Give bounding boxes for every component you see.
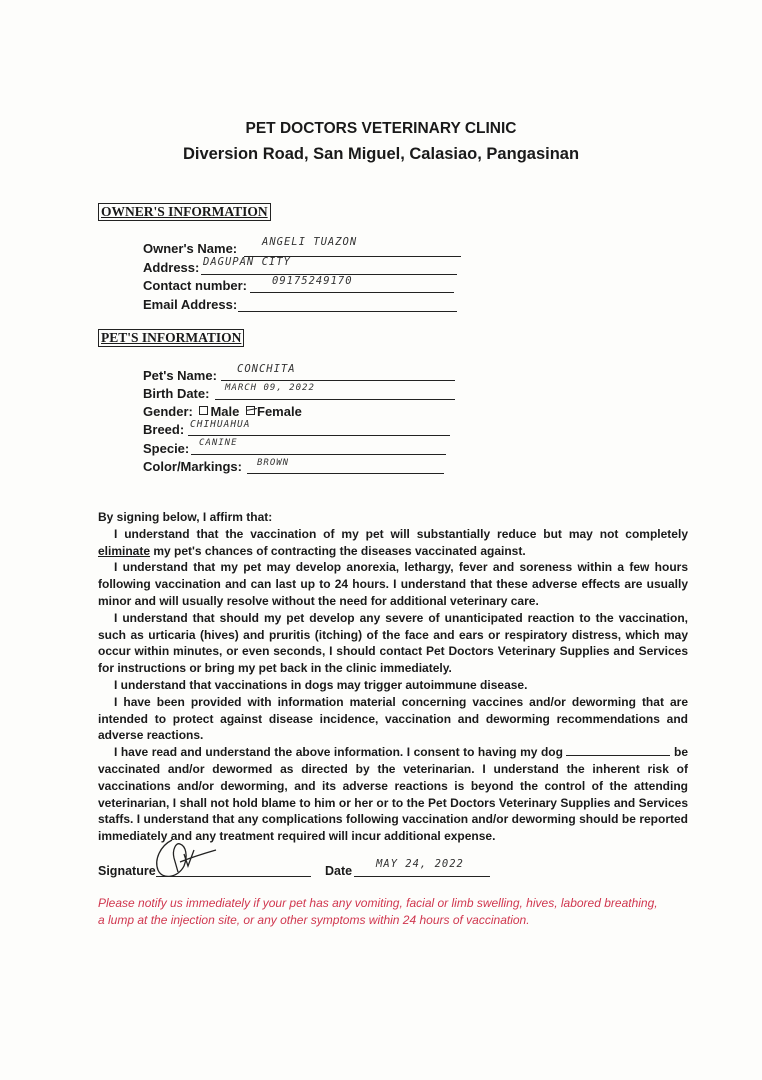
contact-label: Contact number:: [143, 278, 247, 293]
clinic-name: PET DOCTORS VETERINARY CLINIC: [245, 120, 517, 137]
address-field[interactable]: [201, 256, 457, 275]
gender-row: [143, 404, 302, 419]
birth-date-label: Birth Date:: [143, 386, 210, 401]
specie-label: Specie:: [143, 441, 190, 456]
address-value: DAGUPAN CITY: [203, 256, 291, 268]
owner-section-title: OWNER'S INFORMATION: [98, 203, 271, 221]
breed-field[interactable]: [188, 421, 450, 436]
owner-name-label: Owner's Name:: [143, 241, 238, 256]
male-checkbox[interactable]: [199, 406, 208, 415]
pet-name-label: Pet's Name:: [143, 368, 217, 383]
agreement-paragraph-1: I understand that the vaccination of my pet will substantially reduce but may not completely eliminate my pet's chances of contracting the diseases vaccinated against.: [98, 526, 688, 558]
male-option-label: Male: [210, 404, 240, 419]
owner-name-field[interactable]: [244, 236, 461, 257]
agreement-paragraph-5: I have been provided with information material concerning vaccines and/or deworming that are intended to protect against disease incidence, vaccination and deworming recommendations and adverse reactions.: [98, 694, 688, 743]
eliminate-underlined: eliminate: [98, 543, 151, 558]
signature-label: Signature: [98, 864, 156, 878]
agreement-intro: By signing below, I affirm that:: [98, 510, 273, 524]
female-checkbox[interactable]: [246, 406, 255, 415]
birth-date-value: MARCH 09, 2022: [225, 383, 315, 393]
gender-label: Gender:: [143, 404, 193, 419]
pet-name-value: CONCHITA: [237, 363, 296, 375]
contact-value: 09175249170: [272, 275, 353, 287]
email-label: Email Address:: [143, 297, 238, 312]
signature-scribble: [150, 836, 220, 882]
owner-name-value: ANGELI TUAZON: [262, 236, 358, 248]
specie-field[interactable]: [191, 440, 446, 455]
date-value: MAY 24, 2022: [376, 858, 464, 870]
color-markings-label: Color/Markings:: [143, 459, 242, 474]
pet-name-field[interactable]: [221, 363, 455, 381]
agreement-paragraph-4: I understand that vaccinations in dogs may trigger autoimmune disease.: [114, 677, 528, 692]
post-vaccination-notice: Please notify us immediately if your pet has any vomiting, facial or limb swelling, hives, labored breathing, a lump at the injection site, or any other symptoms within 24 hours of vaccination.: [98, 896, 658, 927]
check-mark-icon: [246, 408, 257, 411]
address-label: Address:: [143, 260, 200, 275]
color-markings-value: BROWN: [257, 458, 290, 468]
clinic-address: Diversion Road, San Miguel, Calasiao, Pangasinan: [182, 145, 580, 163]
contact-field[interactable]: [250, 275, 454, 293]
date-field[interactable]: [354, 858, 490, 877]
breed-value: CHIHUAHUA: [190, 419, 251, 430]
color-markings-field[interactable]: [247, 459, 444, 474]
breed-label: Breed:: [143, 422, 185, 437]
female-option-label: Female: [257, 404, 302, 419]
dog-name-blank[interactable]: [566, 744, 670, 756]
birth-date-field[interactable]: [215, 385, 455, 400]
signature-field[interactable]: [156, 862, 311, 877]
agreement-text: [98, 509, 688, 845]
agreement-paragraph-3: I understand that should my pet develop any severe of unanticipated reaction to the vaccination, such as urticaria (hives) and pruritis (itching) of the face and ears or respiratory distress, which may occur within minutes, or even seconds, I should contact Pet Doctors Veterinary Supplies and Services for instructions or bring my pet back in the clinic immediately.: [98, 610, 688, 676]
pet-section-title: PET'S INFORMATION: [98, 329, 244, 347]
date-label: Date: [325, 864, 353, 878]
specie-value: CANINE: [199, 438, 238, 448]
email-field[interactable]: [238, 297, 457, 312]
agreement-paragraph-6: I have read and understand the above information. I consent to having my dog be vaccinated and/or dewormed as directed by the veterinarian. I understand the inherent risk of vaccinations and/or deworming, and its adverse reactions is beyond the control of the attending veterinarian, I shall not hold blame to him or her or to the Pet Doctors Veterinary Supplies and Services staffs. I understand that any complications following vaccination and/or deworming should be reported immediately and any treatment required will incur additional expense.: [98, 745, 688, 844]
agreement-paragraph-2: I understand that my pet may develop anorexia, lethargy, fever and soreness within a few hours following vaccination and can last up to 24 hours. I understand that these adverse effects are usually minor and will usually resolve without the need for additional veterinary care.: [98, 560, 688, 608]
